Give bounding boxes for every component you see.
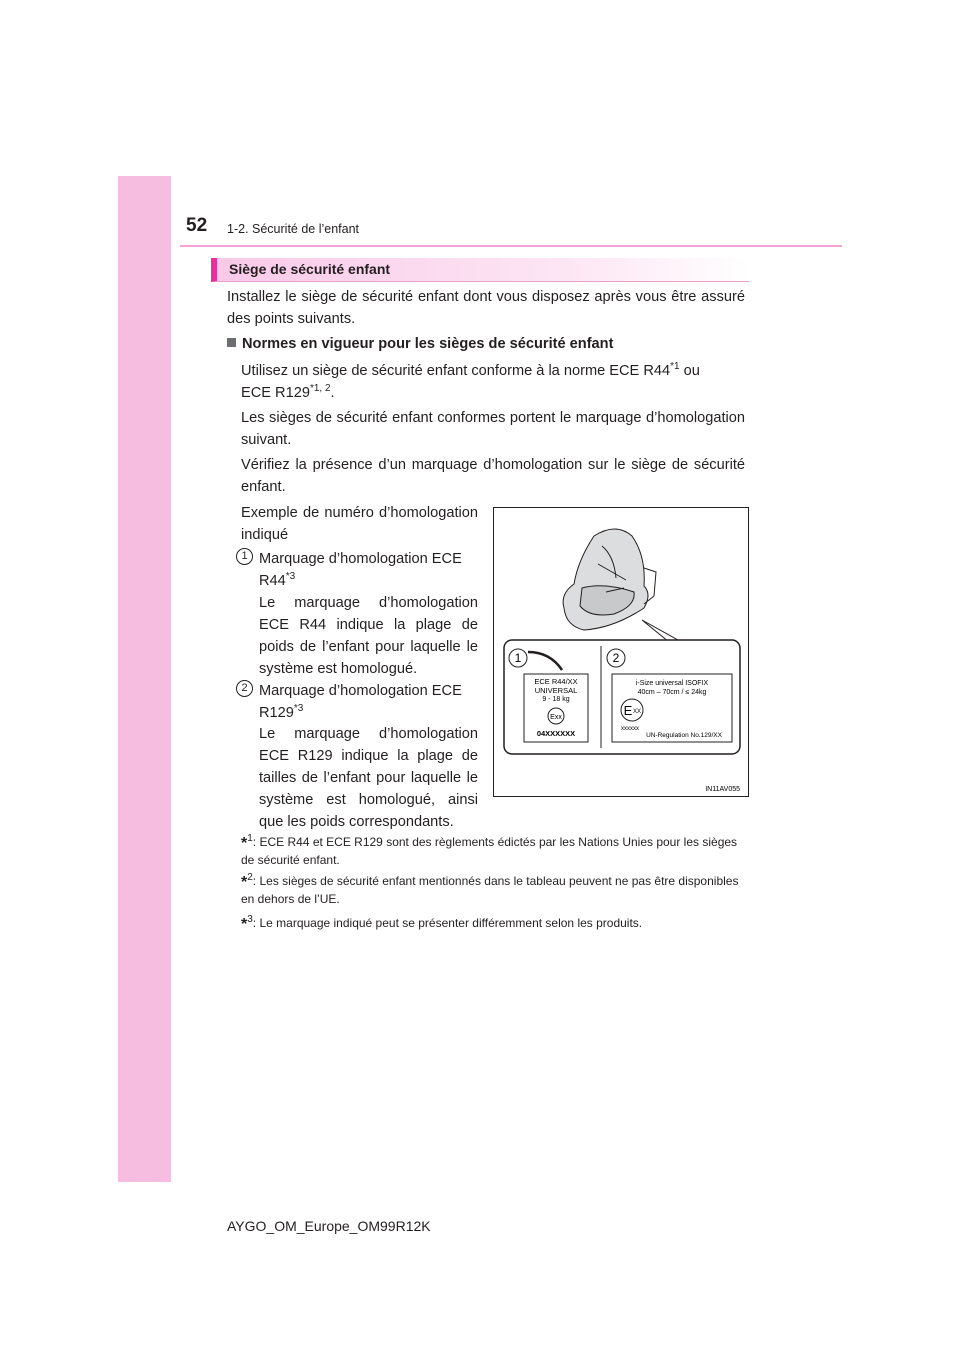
footnote-1 bbox=[241, 834, 745, 868]
standards-paragraph bbox=[241, 360, 745, 404]
asterisk-icon: * bbox=[241, 835, 248, 852]
bullet-square-icon bbox=[227, 338, 236, 347]
item-r44-body: Le marquage d’homologation ECE R44 indique la plage de poids de l’enfant pour laquelle le système est homologué. bbox=[259, 595, 478, 677]
footnote-text: : Les sièges de sécurité enfant mentionnés dans le tableau peuvent ne pas être disponibles en dehors de l’UE. bbox=[241, 874, 739, 906]
check-paragraph: Vérifiez la présence d’un marquage d’homologation sur le siège de sécurité enfant. bbox=[241, 457, 745, 495]
r44-approval-number: 04XXXXXX bbox=[536, 729, 576, 738]
text-period: . bbox=[330, 385, 335, 401]
intro-paragraph: Installez le siège de sécurité enfant dont vous disposez après vous être assuré des points suivants. bbox=[227, 289, 745, 327]
footnote-ref: *1 bbox=[670, 361, 680, 373]
footnote-text: : Le marquage indiqué peut se présenter différemment selon les produits. bbox=[252, 916, 643, 930]
r129-e-mark: E bbox=[623, 703, 633, 718]
marking-paragraph: Les sièges de sécurité enfant conformes portent le marquage d’homologation suivant. bbox=[241, 410, 745, 448]
label-1: 1 bbox=[514, 651, 522, 665]
header-divider bbox=[180, 245, 842, 247]
chapter-title: 1-2. Sécurité de l’enfant bbox=[227, 222, 360, 236]
footnote-ref: *3 bbox=[293, 703, 304, 715]
example-caption: Exemple de numéro d’homologation indiqué bbox=[241, 505, 478, 543]
item-r129 bbox=[259, 680, 478, 724]
footnote-2 bbox=[241, 873, 745, 907]
page-number: 52 bbox=[186, 215, 208, 236]
r44-e-mark: Exx bbox=[550, 714, 562, 721]
r44-weight-range: 9 - 18 kg bbox=[542, 696, 570, 703]
item-title: Marquage d’homologation ECE bbox=[259, 683, 462, 699]
section-header bbox=[211, 258, 749, 282]
item-r129-body: Le marquage d’homologation ECE R129 indique la plage de tailles de l’enfant pour laquelle le système est homologué, ainsi que les poids correspondants. bbox=[259, 726, 478, 830]
section-title: Siège de sécurité enfant bbox=[229, 261, 391, 277]
label-2: 2 bbox=[612, 651, 620, 665]
item-title-code: R129 bbox=[259, 705, 294, 721]
footnote-text: : ECE R44 et ECE R129 sont des règlements édictés par les Nations Unies pour les sièges de sécurité enfant. bbox=[241, 835, 738, 867]
footnote-3 bbox=[241, 915, 745, 933]
r129-category: i-Size universal ISOFIX bbox=[635, 680, 709, 687]
item-title-code: R44 bbox=[259, 573, 286, 589]
text-r44: Utilisez un siège de sécurité enfant conforme à la norme ECE R44 bbox=[241, 363, 671, 379]
r129-size-range: 40cm – 70cm / ≤ 24kg bbox=[637, 689, 707, 696]
figure-illustration bbox=[494, 508, 748, 796]
r129-approval-code: xxxxxx bbox=[621, 726, 639, 732]
footnote-mark: 1 bbox=[247, 833, 253, 844]
footnote-mark: 2 bbox=[247, 872, 253, 883]
item-number-1: 1 bbox=[236, 548, 253, 565]
r129-regulation: UN-Regulation No.129/XX bbox=[646, 732, 722, 739]
footnote-ref: *1, 2 bbox=[309, 383, 331, 395]
approval-marking-figure bbox=[493, 507, 749, 797]
r44-standard: ECE R44/XX bbox=[534, 677, 578, 686]
r44-category: UNIVERSAL bbox=[534, 686, 578, 695]
item-r44 bbox=[259, 548, 478, 592]
footnote-ref: *3 bbox=[285, 571, 296, 583]
footnote-mark: 3 bbox=[247, 914, 253, 925]
subsection-title: Normes en vigueur pour les sièges de sécurité enfant bbox=[242, 336, 614, 352]
image-code: IN11AV055 bbox=[705, 786, 740, 793]
side-tab bbox=[118, 176, 171, 1182]
item-title: Marquage d’homologation ECE bbox=[259, 551, 462, 567]
callout-pointer bbox=[642, 620, 678, 642]
text-r129: ECE R129 bbox=[241, 385, 310, 401]
subsection-heading bbox=[227, 336, 613, 352]
asterisk-icon: * bbox=[241, 916, 248, 933]
text-or: ou bbox=[679, 363, 700, 379]
r129-e-mark-country: XX bbox=[632, 709, 642, 715]
document-code: AYGO_OM_Europe_OM99R12K bbox=[227, 1218, 431, 1234]
item-number-2: 2 bbox=[236, 680, 253, 697]
asterisk-icon: * bbox=[241, 874, 248, 891]
